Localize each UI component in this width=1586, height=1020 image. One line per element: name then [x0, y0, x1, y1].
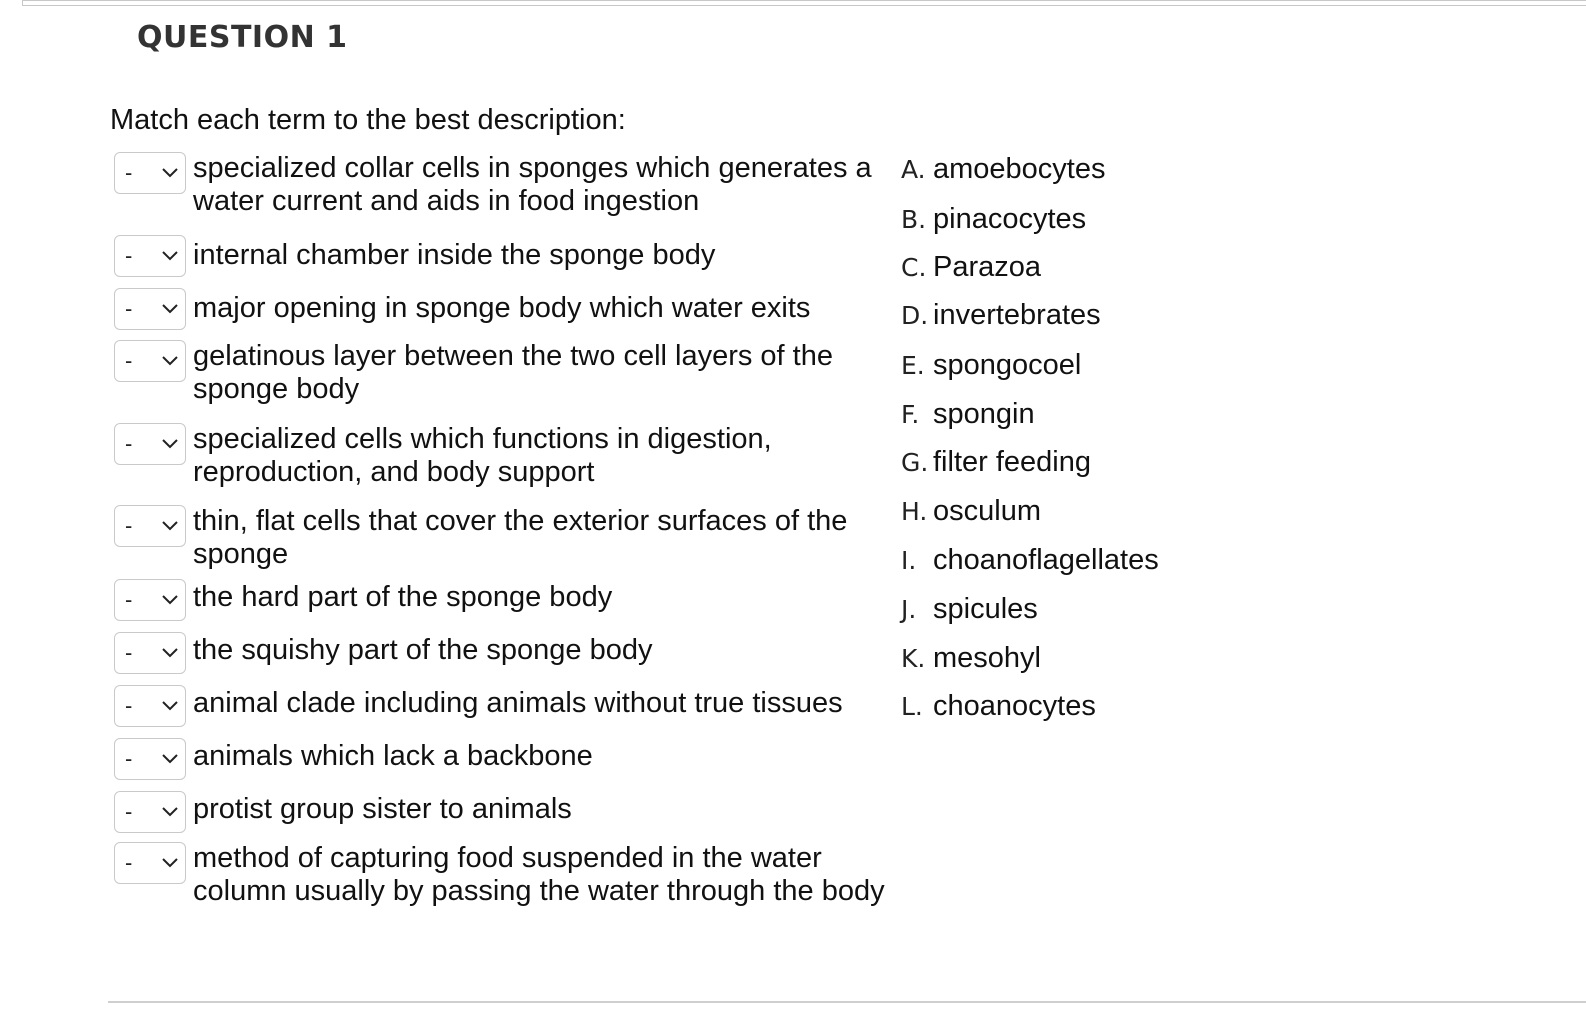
chevron-down-icon	[161, 165, 179, 179]
question-instructions: Match each term to the best description:	[110, 104, 626, 136]
match-description: thin, flat cells that cover the exterior surfaces of the sponge	[193, 505, 848, 570]
answer-option-term: filter feeding	[933, 446, 1091, 478]
chevron-down-icon	[161, 751, 179, 765]
answer-option-letter: C.	[901, 253, 927, 282]
answer-option	[901, 153, 1106, 186]
match-select[interactable]	[114, 152, 186, 194]
answer-option-letter: B.	[901, 205, 927, 234]
answer-option-letter: E.	[901, 351, 925, 380]
match-select[interactable]	[114, 340, 186, 382]
match-select-value: -	[125, 348, 133, 373]
answer-option	[901, 642, 1041, 675]
answer-option-letter: G.	[901, 448, 929, 477]
answer-option-term: invertebrates	[933, 299, 1101, 331]
answer-option-term: amoebocytes	[933, 153, 1106, 185]
answer-option	[901, 398, 1035, 431]
match-description: specialized cells which functions in digestion, reproduction, and body support	[193, 423, 772, 488]
match-description: the hard part of the sponge body	[193, 581, 613, 613]
answer-option-term: choanoflagellates	[933, 544, 1159, 576]
match-select[interactable]	[114, 738, 186, 780]
match-description: the squishy part of the sponge body	[193, 634, 653, 666]
match-select-value: -	[125, 431, 133, 456]
match-select-value: -	[125, 513, 133, 538]
top-divider	[22, 0, 1586, 6]
match-select-value: -	[125, 640, 133, 665]
answer-option	[901, 544, 1159, 577]
answer-option-term: Parazoa	[933, 251, 1042, 283]
chevron-down-icon	[161, 353, 179, 367]
match-select[interactable]	[114, 842, 186, 884]
answer-option	[901, 690, 1096, 723]
question-title: QUESTION 1	[137, 20, 348, 55]
match-select[interactable]	[114, 632, 186, 674]
answer-option-term: osculum	[933, 495, 1041, 527]
chevron-down-icon	[161, 592, 179, 606]
match-select-value: -	[125, 296, 133, 321]
match-select-value: -	[125, 693, 133, 718]
answer-option-letter: A.	[901, 155, 926, 184]
chevron-down-icon	[161, 301, 179, 315]
match-description: method of capturing food suspended in the water column usually by passing the water through the body	[193, 842, 885, 907]
chevron-down-icon	[161, 645, 179, 659]
match-select-value: -	[125, 799, 133, 824]
chevron-down-icon	[161, 855, 179, 869]
chevron-down-icon	[161, 518, 179, 532]
match-select[interactable]	[114, 685, 186, 727]
answer-option	[901, 299, 1101, 332]
match-select-value: -	[125, 587, 133, 612]
answer-option-term: spongin	[933, 398, 1035, 430]
answer-option	[901, 349, 1081, 382]
match-select[interactable]	[114, 288, 186, 330]
answer-option	[901, 495, 1041, 528]
bottom-divider	[108, 1001, 1586, 1003]
match-description: gelatinous layer between the two cell layers of the sponge body	[193, 340, 833, 405]
answer-option-letter: K.	[901, 644, 926, 673]
answer-option-letter: I.	[901, 546, 917, 575]
answer-option-term: spongocoel	[933, 349, 1082, 381]
answer-option-letter: F.	[901, 400, 920, 429]
match-select[interactable]	[114, 505, 186, 547]
match-description: specialized collar cells in sponges which generates a water current and aids in food ingestion	[193, 152, 872, 217]
chevron-down-icon	[161, 698, 179, 712]
answer-option-term: pinacocytes	[933, 203, 1087, 235]
answer-option-letter: H.	[901, 497, 928, 526]
match-description: protist group sister to animals	[193, 793, 572, 825]
match-select[interactable]	[114, 235, 186, 277]
chevron-down-icon	[161, 248, 179, 262]
match-select[interactable]	[114, 423, 186, 465]
answer-option-term: mesohyl	[933, 642, 1041, 674]
answer-option-term: spicules	[933, 593, 1038, 625]
answer-option	[901, 593, 1038, 626]
match-description: animal clade including animals without true tissues	[193, 687, 843, 719]
match-select[interactable]	[114, 791, 186, 833]
match-select-value: -	[125, 160, 133, 185]
answer-option-letter: D.	[901, 301, 929, 330]
answer-option-term: choanocytes	[933, 690, 1096, 722]
answer-option	[901, 203, 1086, 236]
match-select-value: -	[125, 243, 133, 268]
match-description: major opening in sponge body which water exits	[193, 292, 811, 324]
answer-option	[901, 251, 1041, 284]
match-select[interactable]	[114, 579, 186, 621]
match-select-value: -	[125, 850, 133, 875]
answer-option-letter: L.	[901, 692, 923, 721]
answer-option-letter: J.	[901, 595, 917, 624]
match-description: animals which lack a backbone	[193, 740, 593, 772]
answer-option	[901, 446, 1091, 479]
match-description: internal chamber inside the sponge body	[193, 239, 716, 271]
chevron-down-icon	[161, 804, 179, 818]
chevron-down-icon	[161, 436, 179, 450]
match-select-value: -	[125, 746, 133, 771]
